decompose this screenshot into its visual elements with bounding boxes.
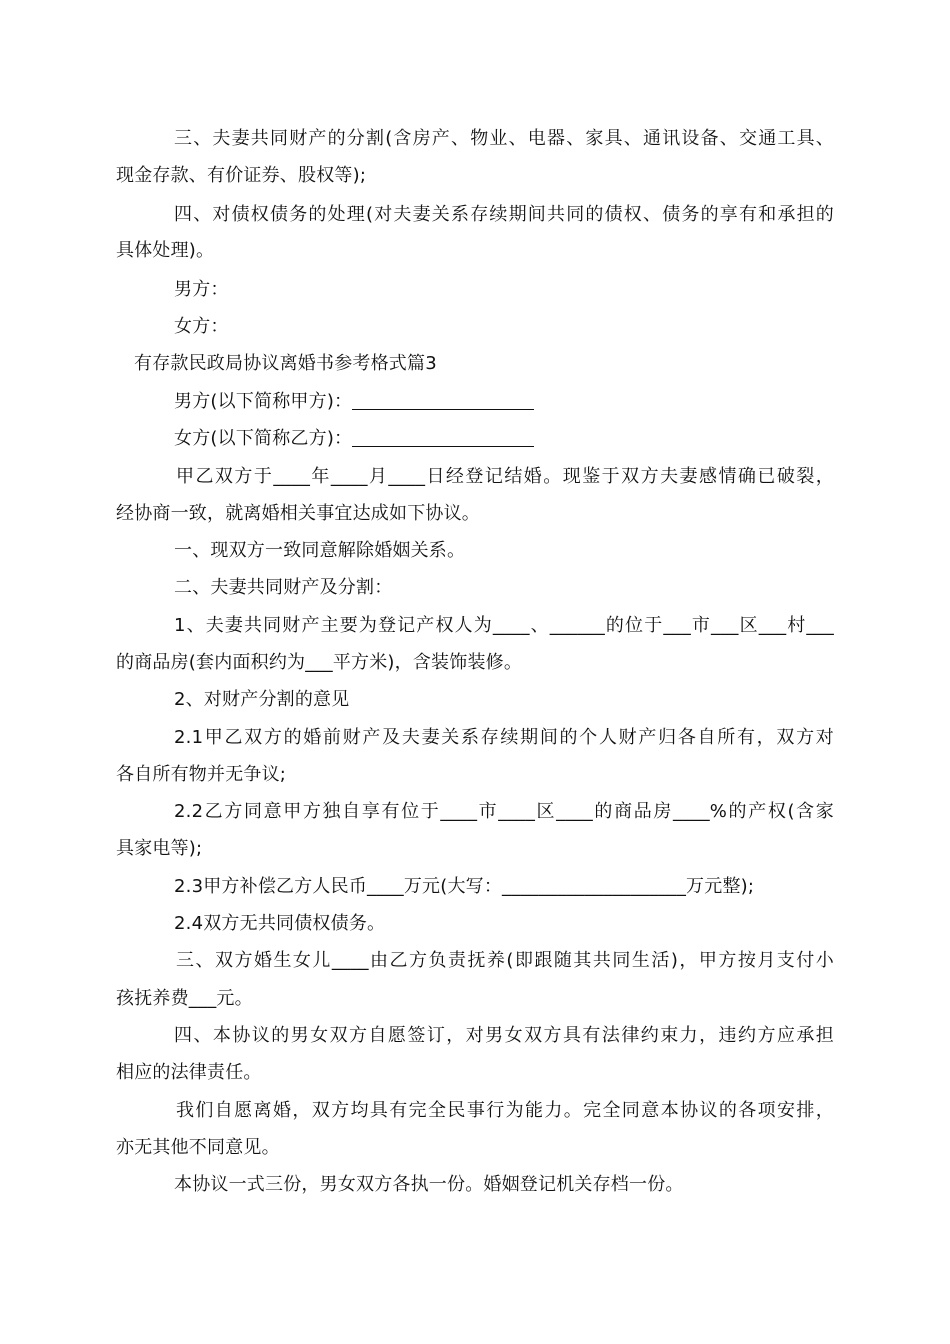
paragraph-line: 四、对债权债务的处理(对夫妻关系存续期间共同的债权、债务的享有和承担的	[174, 204, 834, 225]
paragraph-line: 我们自愿离婚，双方均具有完全民事行为能力。完全同意本协议的各项安排，	[176, 1100, 834, 1121]
paragraph-line: 三、双方婚生女儿____由乙方负责抚养(即跟随其共同生活)，甲方按月支付小	[176, 950, 834, 971]
signature-line-female: 女方：	[174, 316, 229, 337]
paragraph-line: 2、对财产分割的意见	[174, 689, 350, 710]
paragraph-line: 孩抚养费___元。	[116, 988, 253, 1009]
paragraph-line: 2.1甲乙双方的婚前财产及夫妻关系存续期间的个人财产归各自所有，双方对	[174, 727, 834, 748]
paragraph-line: 2.4双方无共同债权债务。	[174, 913, 386, 934]
paragraph-line: 1、夫妻共同财产主要为登记产权人为____、______的位于___市___区___村___	[174, 615, 834, 636]
party-b-line	[174, 427, 904, 451]
paragraph-line: 现金存款、有价证券、股权等);	[116, 165, 367, 186]
paragraph-line: 具体处理)。	[116, 240, 215, 261]
paragraph-line: 三、夫妻共同财产的分割(含房产、物业、电器、家具、通讯设备、交通工具、	[174, 128, 834, 149]
signature-line-male: 男方：	[174, 279, 229, 300]
paragraph-line: 经协商一致，就离婚相关事宜达成如下协议。	[116, 503, 480, 524]
paragraph-line: 亦无其他不同意见。	[116, 1137, 280, 1158]
party-a-label: 男方(以下简称甲方)：	[174, 391, 353, 412]
paragraph-line: 具家电等);	[116, 838, 203, 859]
paragraph-line: 2.2乙方同意甲方独自享有位于____市____区____的商品房____%的产权(含家	[174, 801, 834, 822]
paragraph-line: 各自所有物并无争议;	[116, 764, 287, 785]
party-b-label: 女方(以下简称乙方)：	[174, 428, 353, 449]
section-heading: 有存款民政局协议离婚书参考格式篇3	[134, 353, 437, 374]
paragraph-line: 二、夫妻共同财产及分割：	[174, 577, 393, 598]
paragraph-line: 2.3甲方补偿乙方人民币____万元(大写：____________________万元整);	[174, 876, 755, 897]
party-a-line	[174, 390, 904, 414]
paragraph-line: 一、现双方一致同意解除婚姻关系。	[174, 540, 466, 561]
paragraph-line: 甲乙双方于____年____月____日经登记结婚。现鉴于双方夫妻感情确已破裂，	[176, 466, 834, 487]
paragraph-line: 的商品房(套内面积约为___平方米)，含装饰装修。	[116, 652, 523, 673]
paragraph-line: 本协议一式三份，男女双方各执一份。婚姻登记机关存档一份。	[174, 1174, 684, 1195]
party-b-blank	[352, 428, 534, 447]
paragraph-line: 四、本协议的男女双方自愿签订，对男女双方具有法律约束力，违约方应承担	[174, 1025, 834, 1046]
paragraph-line: 相应的法律责任。	[116, 1062, 262, 1083]
party-a-blank	[352, 391, 534, 410]
